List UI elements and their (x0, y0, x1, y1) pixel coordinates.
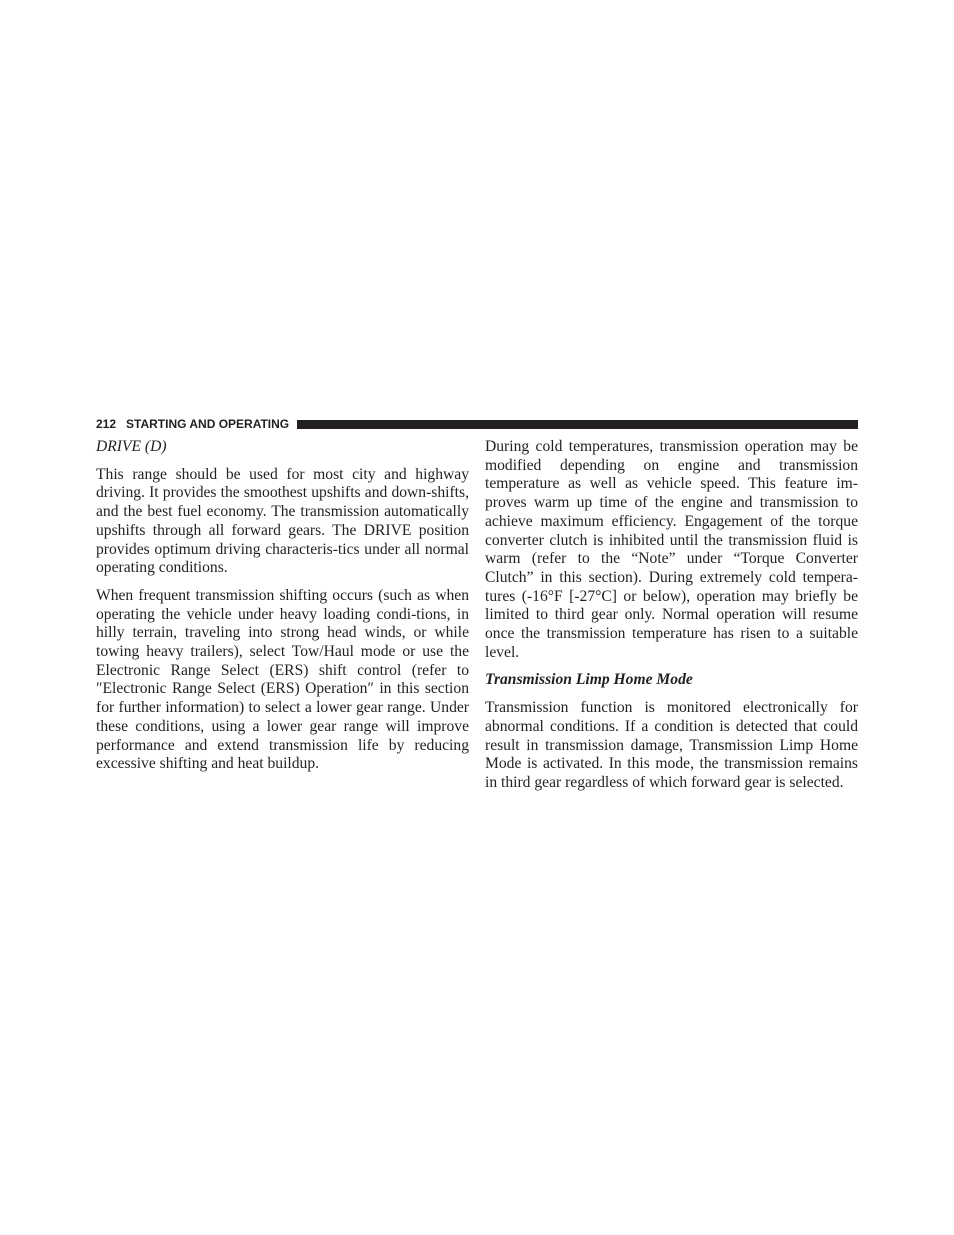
page-header (96, 417, 858, 432)
drive-heading: DRIVE (D) (96, 438, 167, 455)
limp-home-heading: Transmission Limp Home Mode (485, 671, 693, 689)
left-column (96, 438, 469, 783)
header-rule (297, 420, 858, 429)
drive-paragraph-2: When frequent transmission shifting occurs (such as when operating the vehicle under heavy loading condi-tions, in hilly terrain, traveling into strong head winds, or while towing heavy trailers), select Tow/Haul mode or use the Electronic Range Select (ERS) shift control (refer to ″Electronic Range Select (ERS) Operation″ in this section for further information) to select a lower gear range. Under these conditions, using a lower gear range will improve performance and extend transmission life by reducing excessive shifting and heat buildup. (96, 586, 469, 773)
drive-paragraph-1: This range should be used for most city and highway driving. It provides the smoothest upshifts and down-shifts, and the best fuel economy. The transmission automatically upshifts through all forward gears. The DRIVE position provides optimum driving characteris-tics under all normal operating conditions. (96, 465, 469, 577)
page-number: 212 (96, 417, 117, 431)
limp-home-paragraph: Transmission function is monitored electronically for abnormal conditions. If a condition is detected that could result in transmission damage, Transmission Limp Home Mode is activated. In this mode, the transmission remains in third gear regardless of which forward gear is selected. (485, 699, 858, 791)
right-column (485, 438, 858, 802)
section-title: STARTING AND OPERATING (126, 417, 290, 431)
cold-temperature-paragraph: During cold temperatures, transmission operation may be modified depending on engine and transmission temperature as well as vehicle speed. This feature im-proves warm up time of the engine and transmission to achieve maximum efficiency. Engagement of the torque converter clutch is inhibited until the transmission fluid is warm (refer to the “Note” under “Torque Converter Clutch” in this section). During extremely cold tempera-tures (-16°F [-27°C] or below), operation may briefly be limited to third gear only. Normal operation will resume once the transmission temperature has risen to a suitable level. (485, 438, 858, 661)
